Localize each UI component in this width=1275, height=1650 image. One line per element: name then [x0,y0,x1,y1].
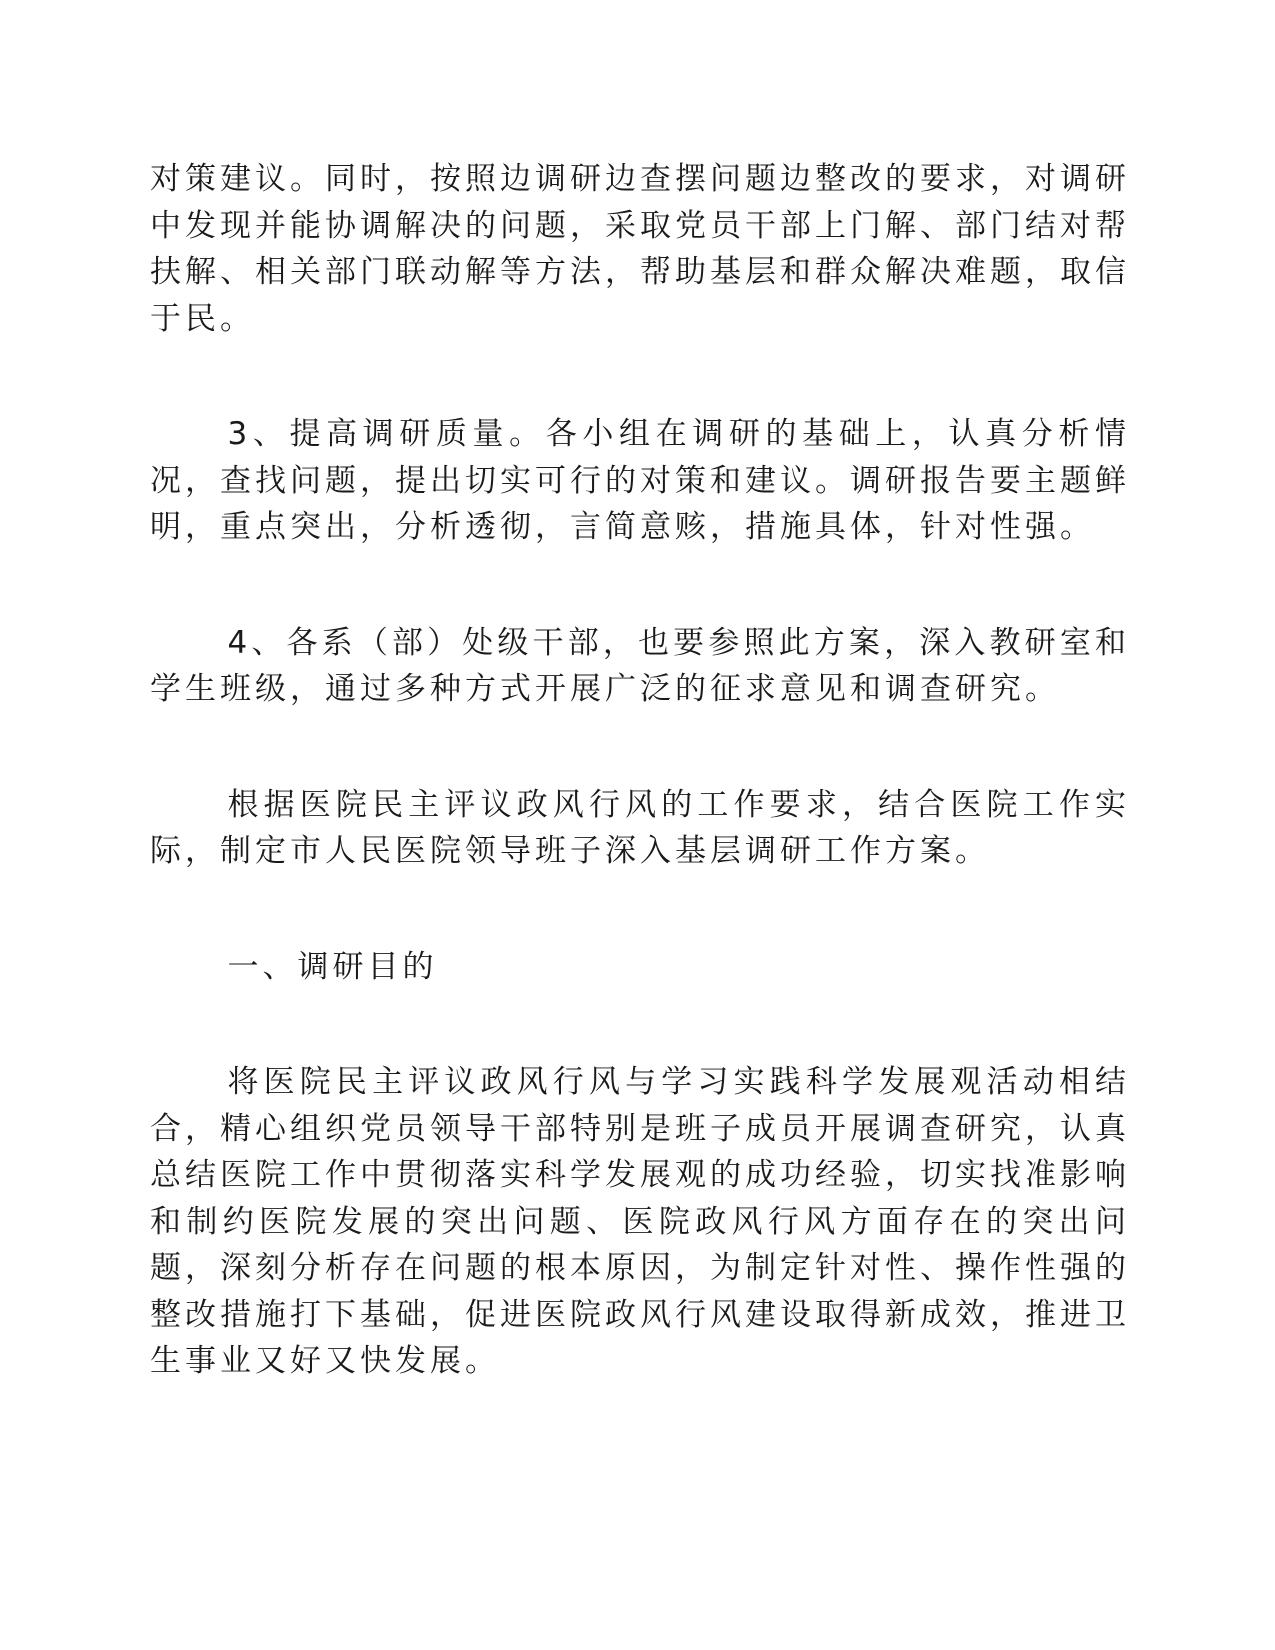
paragraph-purpose: 将医院民主评议政风行风与学习实践科学发展观活动相结合，精心组织党员领导干部特别是班子成员开展调查研究，认真总结医院工作中贯彻落实科学发展观的成功经验，切实找准影响和制约医院发展的突出问题、医院政风行风方面存在的突出问题，深刻分析存在问题的根本原因，为制定针对性、操作性强的整改措施打下基础，促进医院政风行风建设取得新成效，推进卫生事业又好又快发展。 [150,1064,1130,1379]
document-body [150,156,1130,1385]
section-heading: 一、调研目的 [227,948,438,985]
paragraph-intro: 根据医院民主评议政风行风的工作要求，结合医院工作实际，制定市人民医院领导班子深入基层调研工作方案。 [150,786,1130,869]
paragraph-countermeasures: 对策建议。同时，按照边调研边查摆问题边整改的要求，对调研中发现并能协调解决的问题，采取党员干部上门解、部门结对帮扶解、相关部门联动解等方法，帮助基层和群众解决难题，取信于民。 [150,161,1130,337]
paragraph-item-3: 3、提高调研质量。各小组在调研的基础上，认真分析情况，查找问题，提出切实可行的对策和建议。调研报告要主题鲜明，重点突出，分析透彻，言简意赅，措施具体，针对性强。 [150,416,1130,545]
paragraph-item-4: 4、各系（部）处级干部，也要参照此方案，深入教研室和学生班级，通过多种方式开展广泛的征求意见和调查研究。 [150,624,1130,707]
